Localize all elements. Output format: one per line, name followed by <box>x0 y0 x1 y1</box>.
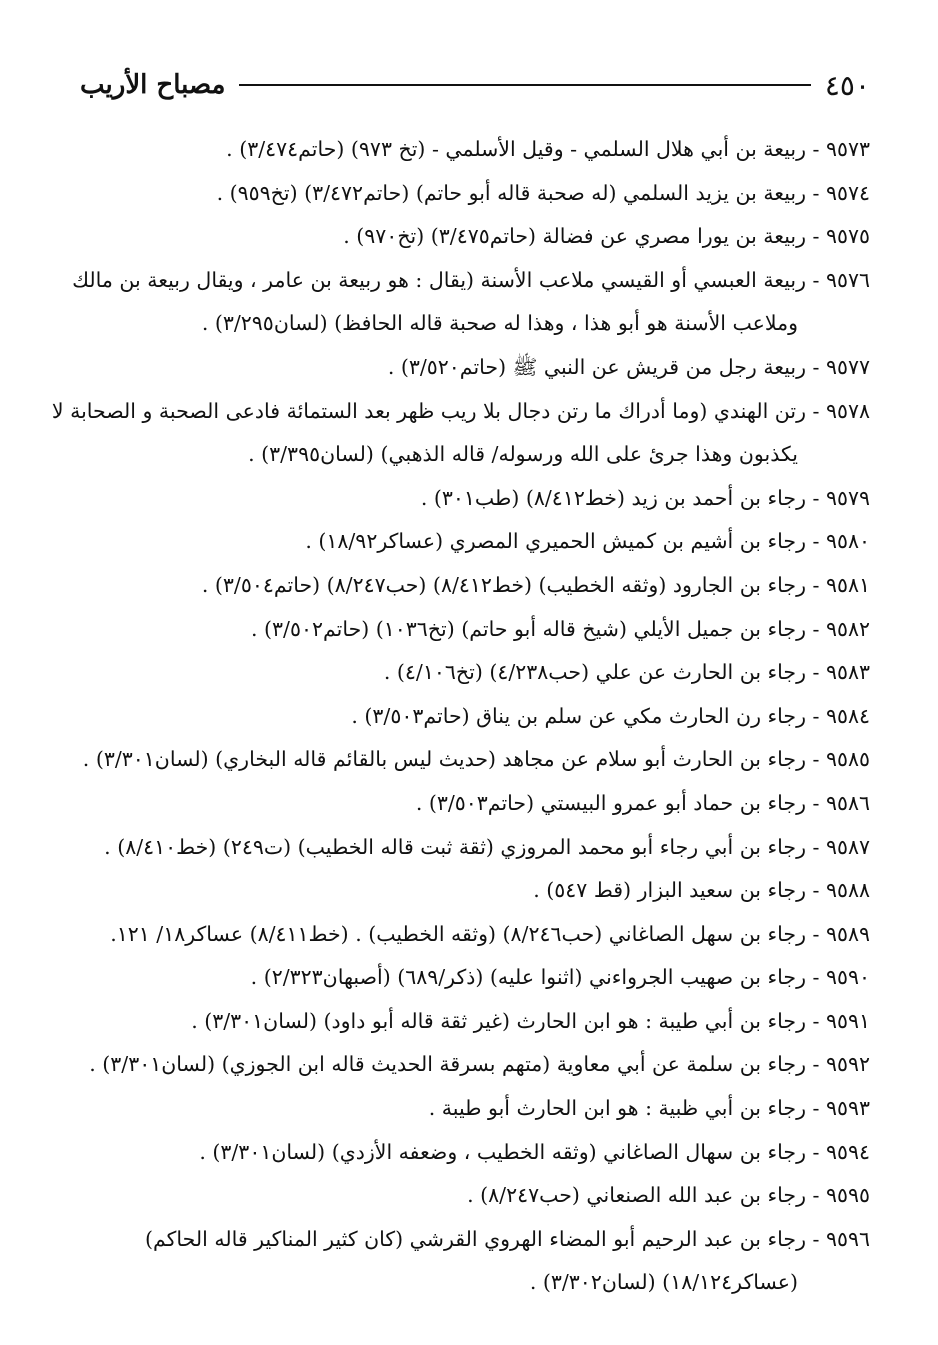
page-number: ٤٥٠ <box>824 68 870 102</box>
entries-list <box>51 128 870 1305</box>
entry-line: ٩٥٩٢ - رجاء بن سلمة عن أبي معاوية (متهم بسرقة الحديث قاله ابن الجوزي) (لسان٣/٣٠١) . <box>89 1052 870 1077</box>
entry-line: ٩٥٩٥ - رجاء بن عبد الله الصنعاني (حب٨/٢٤٧) . <box>467 1183 870 1208</box>
entry-line: ٩٥٨١ - رجاء بن الجارود (وثقه الخطيب) (خط٨/٤١٢) (حب٨/٢٤٧) (حاتم٣/٥٠٤) . <box>201 572 870 597</box>
entry-line: ٩٥٨٨ - رجاء بن سعيد البزار (قط ٥٤٧) . <box>533 878 870 903</box>
entry-line: ٩٥٩١ - رجاء بن أبي طيبة : هو ابن الحارث (غير ثقة قاله أبو داود) (لسان٣/٣٠١) . <box>191 1008 870 1033</box>
entry-line: ٩٥٩٤ - رجاء بن سهال الصاغاني (وثقه الخطيب ، وضعفه الأزدي) (لسان٣/٣٠١) . <box>199 1139 870 1164</box>
entry-line: ٩٥٨٩ - رجاء بن سهل الصاغاني (حب٨/٢٤٦) (وثقه الخطيب) . (خط٨/٤١١) عساكر١٨/ ١٢١. <box>110 921 870 946</box>
entry-line: ٩٥٧٦ - ربيعة العبسي أو القيسي ملاعب الأسنة (يقال : هو ربيعة بن عامر ، ويقال ربيعة بن مالك <box>72 267 870 292</box>
entry-line: ٩٥٧٧ - ربيعة رجل من قريش عن النبي ﷺ (حاتم٣/٥٢٠) . <box>387 354 870 379</box>
entry-line: ٩٥٧٨ - رتن الهندي (وما أدراك ما رتن دجال بلا ريب ظهر بعد الستمائة فادعى الصحبة و الصحابة لا <box>51 398 870 423</box>
book-title: مصباح الأريب <box>80 70 226 100</box>
entry-line: ٩٥٧٤ - ربيعة بن يزيد السلمي (له صحبة قاله أبو حاتم) (حاتم٣/٤٧٢) (تخ٩٥٩) . <box>216 180 870 205</box>
entry-continuation-line: يكذبون وهذا جرئ على الله ورسوله/ قاله الذهبي) (لسان٣/٣٩٥) . <box>248 442 798 467</box>
entry-line: ٩٥٨٠ - رجاء بن أشيم بن كميش الحميري المصري (عساكر١٨/٩٢) . <box>305 529 870 554</box>
entry-line: ٩٥٩٦ - رجاء بن عبد الرحيم أبو المضاء الهروي القرشي (كان كثير المناكير قاله الحاكم) <box>145 1226 870 1251</box>
entry-continuation-line: (عساكر١٨/١٢٤) (لسان٣/٣٠٢) . <box>529 1270 798 1295</box>
entry-line: ٩٥٨٦ - رجاء بن حماد أبو عمرو البيستي (حاتم٣/٥٠٣) . <box>415 790 870 815</box>
entry-line: ٩٥٩٣ - رجاء بن أبي ظبية : هو ابن الحارث أبو طيبة . <box>428 1096 870 1121</box>
entry-line: ٩٥٩٠ - رجاء بن صهيب الجرواءني (اثنوا عليه) (ذكر/٦٨٩) (أصبهان٢/٣٢٣) . <box>250 965 870 990</box>
entry-line: ٩٥٧٩ - رجاء بن أحمد بن زيد (خط٨/٤١٢) (طب٣٠١) . <box>420 485 870 510</box>
entry-line: ٩٥٧٣ - ربيعة بن أبي هلال السلمي - وقيل الأسلمي - (تخ ٩٧٣) (حاتم٣/٤٧٤) . <box>226 137 870 161</box>
entry-line: ٩٥٨٢ - رجاء بن جميل الأيلي (شيخ قاله أبو حاتم) (تخ١٠٣٦) (حاتم٣/٥٠٢) . <box>251 616 870 641</box>
entry-line: ٩٥٨٤ - رجاء رن الحارث مكي عن سلم بن يناق (حاتم٣/٥٠٣) . <box>351 703 870 728</box>
entry-line: ٩٥٨٧ - رجاء بن أبي رجاء أبو محمد المروزي (ثقة ثبت قاله الخطيب) (ت٢٤٩) (خط٨/٤١٠) . <box>104 834 870 859</box>
entry-line: ٩٥٨٣ - رجاء بن الحارث عن علي (حب٤/٢٣٨) (تخ٤/١٠٦) . <box>383 660 870 685</box>
entry-line: ٩٥٧٥ - ربيعة بن يورا مصري عن فضالة (حاتم٣/٤٧٥) (تخ٩٧٠) . <box>343 224 870 249</box>
header-rule <box>239 84 810 86</box>
page-header <box>80 62 870 108</box>
entry-line: ٩٥٨٥ - رجاء بن الحارث أبو سلام عن مجاهد (حديث ليس بالقائم قاله البخاري) (لسان٣/٣٠١) . <box>82 747 870 772</box>
entry-continuation-line: وملاعب الأسنة هو أبو هذا ، وهذا له صحبة قاله الحافظ) (لسان٣/٢٩٥) . <box>201 311 798 336</box>
